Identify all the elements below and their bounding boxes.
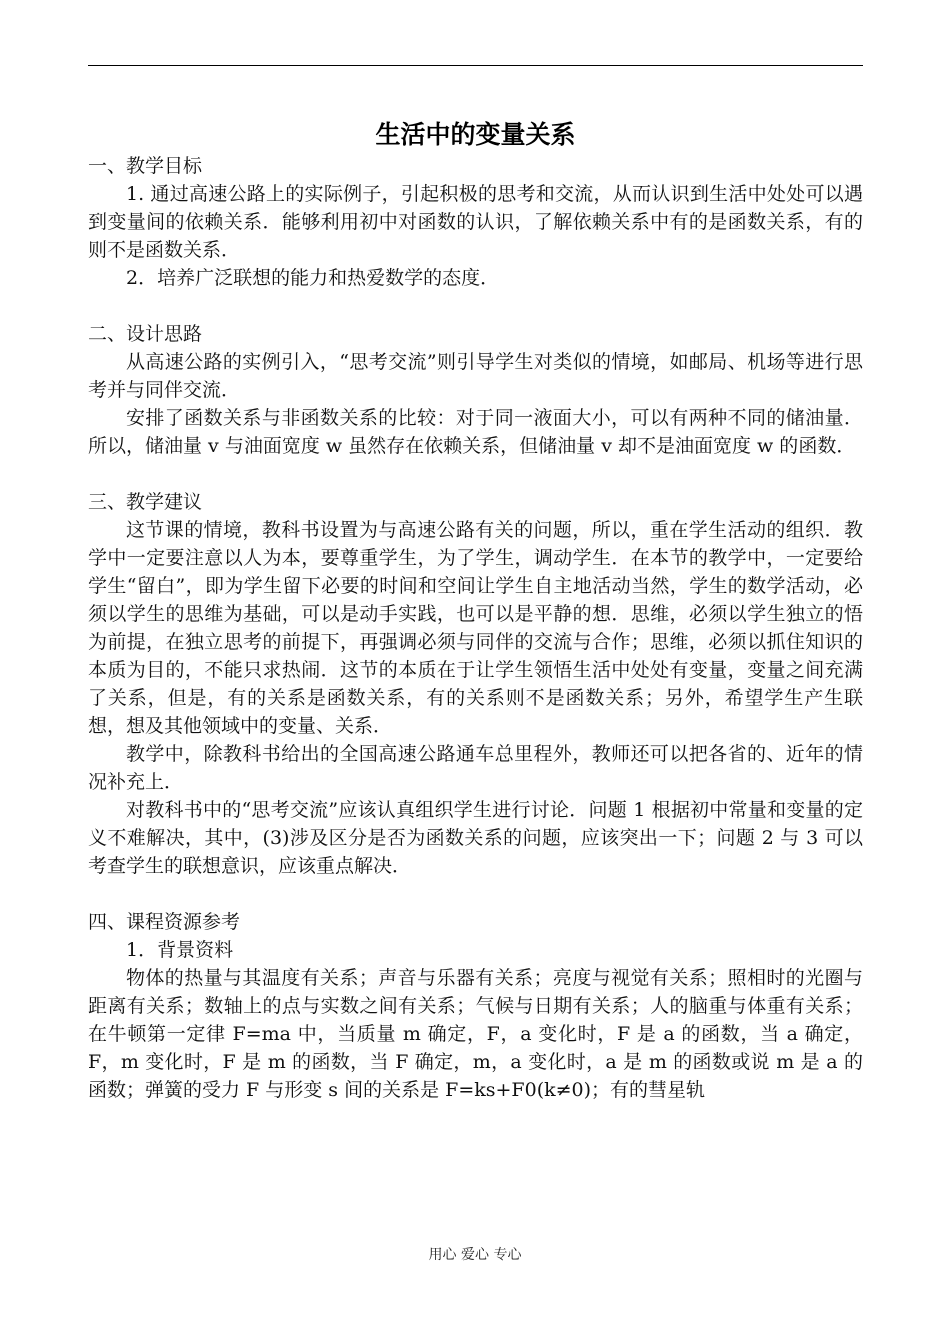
section-heading-design: 二、设计思路 bbox=[88, 323, 203, 345]
resources-paragraph-1: 物体的热量与其温度有关系；声音与乐器有关系；亮度与视觉有关系；照相时的光圈与距离有关系；数轴上的点与实数之间有关系；气候与日期有关系；人的脑重与体重有关系；在牛顿第一定律 F=ma 中，当质量 m 确定，F，a 变化时，F 是 a 的函数，当 a 确定，F，m 变化时，F 是 m 的函数，当 F 确定，m，a 变化时，a 是 m 的函数或说 m 是 a 的函数；弹簧的受力 F 与形变 s 间的关系是 F=ks+F0(k≠0)；有的彗星轨 bbox=[88, 967, 863, 1101]
resources-subheading: 1．背景资料 bbox=[126, 939, 234, 961]
section-spacer bbox=[88, 460, 863, 488]
design-paragraph-1: 从高速公路的实例引入，“思考交流”则引导学生对类似的情境，如邮局、机场等进行思考并与同伴交流． bbox=[88, 351, 863, 401]
suggestions-paragraph-3: 对教科书中的“思考交流”应该认真组织学生进行讨论．问题 1 根据初中常量和变量的定义不难解决，其中，(3)涉及区分是否为函数关系的问题，应该突出一下；问题 2 与 3 可以考查学生的联想意识，应该重点解决． bbox=[88, 799, 863, 877]
header-rule bbox=[88, 65, 863, 66]
document-body bbox=[88, 152, 863, 1104]
document-title: 生活中的变量关系 bbox=[375, 120, 576, 149]
design-paragraph-2: 安排了函数关系与非函数关系的比较：对于同一液面大小，可以有两种不同的储油量．所以，储油量 v 与油面宽度 w 虽然存在依赖关系，但储油量 v 却不是油面宽度 w 的函数． bbox=[88, 407, 863, 457]
objectives-paragraph-2: 2．培养广泛联想的能力和热爱数学的态度． bbox=[126, 267, 500, 289]
page-footer: 用心 爱心 专心 bbox=[428, 1247, 522, 1263]
objectives-paragraph-1: 1. 通过高速公路上的实际例子，引起积极的思考和交流，从而认识到生活中处处可以遇到变量间的依赖关系．能够利用初中对函数的认识，了解依赖关系中有的是函数关系，有的则不是函数关系． bbox=[88, 183, 863, 261]
section-heading-objectives: 一、教学目标 bbox=[88, 155, 203, 177]
section-spacer bbox=[88, 292, 863, 320]
section-heading-suggestions: 三、教学建议 bbox=[88, 491, 203, 513]
suggestions-paragraph-2: 教学中，除教科书给出的全国高速公路通车总里程外，教师还可以把各省的、近年的情况补充上． bbox=[88, 743, 863, 793]
section-spacer bbox=[88, 880, 863, 908]
suggestions-paragraph-1: 这节课的情境，教科书设置为与高速公路有关的问题，所以，重在学生活动的组织．教学中一定要注意以人为本，要尊重学生，为了学生，调动学生．在本节的教学中，一定要给学生“留白”，即为学生留下必要的时间和空间让学生自主地活动当然，学生的数学活动，必须以学生的思维为基础，可以是动手实践，也可以是平静的想．思维，必须以学生独立的悟为前提，在独立思考的前提下，再强调必须与同伴的交流与合作；思维，必须以抓住知识的本质为目的，不能只求热闹．这节的本质在于让学生领悟生活中处处有变量，变量之间充满了关系，但是，有的关系是函数关系，有的关系则不是函数关系；另外，希望学生产生联想，想及其他领域中的变量、关系． bbox=[88, 519, 863, 737]
section-heading-resources: 四、课程资源参考 bbox=[88, 911, 241, 933]
